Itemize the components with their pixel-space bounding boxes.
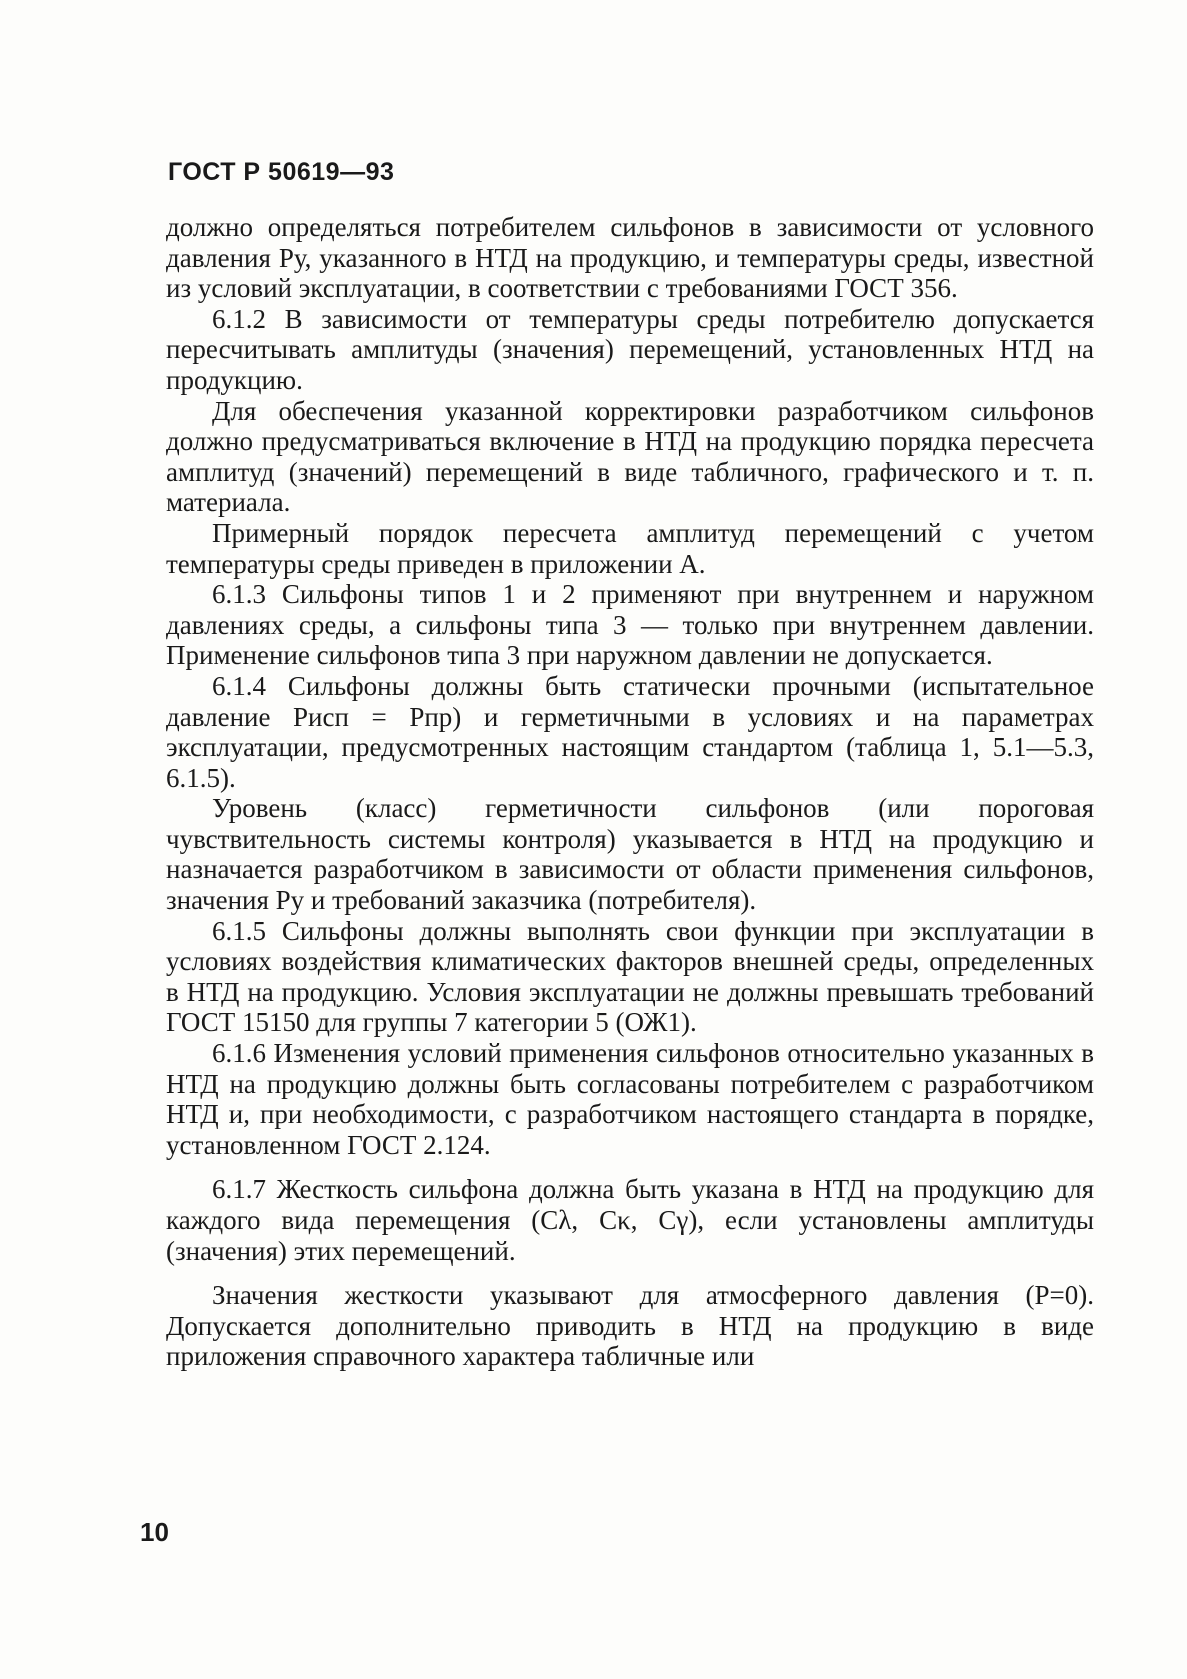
page-number: 10 <box>140 1517 169 1547</box>
paragraph-6-1-7: 6.1.7 Жесткость сильфона должна быть указана в НТД на продукцию для каждого вида перемещения (Cλ, Cκ, Cγ), если установлены амплитуды (значения) этих перемещений. <box>166 1174 1094 1266</box>
paragraph-correction: Для обеспечения указанной корректировки разработчиком сильфонов должно предусматриваться включение в НТД на продукцию порядка пересчета амплитуд (значений) перемещений в виде табличного, графического и т. п. материала. <box>166 395 1094 518</box>
paragraph-6-1-3: 6.1.3 Сильфоны типов 1 и 2 применяют при внутреннем и наружном давлениях среды, а сильфоны типа 3 — только при внутреннем давлении. Применение сильфонов типа 3 при наружном давлении не допускается. <box>166 579 1094 671</box>
body-text <box>166 212 1094 1372</box>
paragraph-stiffness-values: Значения жесткости указывают для атмосферного давления (P=0). Допускается дополнительно приводить в НТД на продукцию в виде приложения справочного характера табличные или <box>166 1280 1094 1372</box>
page-header: ГОСТ Р 50619—93 <box>168 158 395 186</box>
paragraph-6-1-4: 6.1.4 Сильфоны должны быть статически прочными (испытательное давление Pисп = Pпр) и герметичными в условиях и на параметрах эксплуатации, предусмотренных настоящим стандартом (таблица 1, 5.1—5.3, 6.1.5). <box>166 670 1094 793</box>
paragraph-6-1-2: 6.1.2 В зависимости от температуры среды потребителю допускается пересчитывать амплитуды (значения) перемещений, установленных НТД на продукцию. <box>166 303 1094 395</box>
paragraph-6-1-6: 6.1.6 Изменения условий применения сильфонов относительно указанных в НТД на продукцию должны быть согласованы потребителем с разработчиком НТД и, при необходимости, с разработчиком настоящего стандарта в порядке, установленном ГОСТ 2.124. <box>166 1038 1094 1160</box>
paragraph-appendix-ref: Примерный порядок пересчета амплитуд перемещений с учетом температуры среды приведен в приложении А. <box>166 517 1094 579</box>
paragraph-6-1-5: 6.1.5 Сильфоны должны выполнять свои функции при эксплуатации в условиях воздействия климатических факторов внешней среды, определенных в НТД на продукцию. Условия эксплуатации не должны превышать требований ГОСТ 15150 для группы 7 категории 5 (ОЖ1). <box>166 915 1094 1038</box>
paragraph-tightness: Уровень (класс) герметичности сильфонов (или пороговая чувствительность системы контроля) указывается в НТД на продукцию и назначается разработчиком в зависимости от области применения сильфонов, значения Pу и требований заказчика (потребителя). <box>166 793 1094 916</box>
paragraph-continuation: должно определяться потребителем сильфонов в зависимости от условного давления Pу, указанного в НТД на продукцию, и температуры среды, известной из условий эксплуатации, в соответствии с требованиями ГОСТ 356. <box>166 212 1094 304</box>
